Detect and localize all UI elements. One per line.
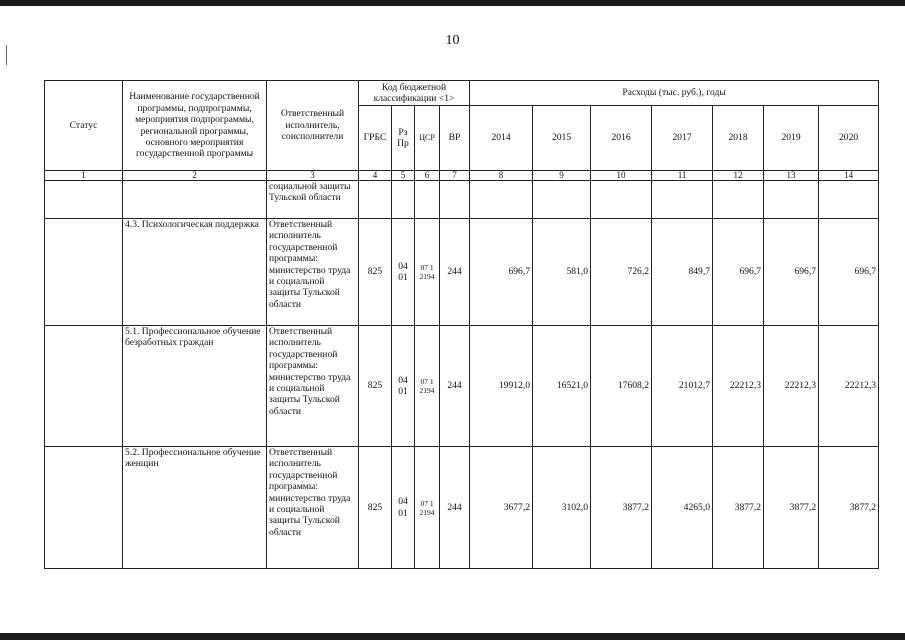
csr-cell: 07 1 2194 (415, 447, 440, 569)
rzpr-cell: 04 01 (392, 326, 415, 447)
value-2019: 22212,3 (764, 326, 819, 447)
header-year-2019: 2019 (764, 106, 819, 171)
column-number: 6 (415, 171, 440, 181)
scan-top-edge (0, 0, 905, 6)
header-name: Наименование государственной программы, подпрограммы, мероприятия подпрограммы, региональной программы, основного мероприятия государственной программы (123, 81, 267, 171)
grbs-cell: 825 (359, 326, 392, 447)
value-2019: 3877,2 (764, 447, 819, 569)
scan-bottom-edge (0, 633, 905, 640)
table-row-continuation (45, 181, 879, 219)
measure-name-cell: 4.3. Психологическая поддержка (123, 219, 267, 326)
header-year-2016: 2016 (591, 106, 652, 171)
column-number: 2 (123, 171, 267, 181)
executor-cell: Ответственный исполнитель государственной программы: министерство труда и социальной защиты Тульской области (267, 219, 359, 326)
value-2018: 696,7 (713, 219, 764, 326)
column-number: 4 (359, 171, 392, 181)
value-2016: 3877,2 (591, 447, 652, 569)
column-number: 14 (819, 171, 879, 181)
grbs-cell: 825 (359, 219, 392, 326)
header-year-2015: 2015 (533, 106, 591, 171)
header-budget-code: Код бюджетной классификации <1> (359, 81, 470, 106)
csr-cell: 07 1 2194 (415, 219, 440, 326)
value-2014: 19912,0 (470, 326, 533, 447)
header-status: Статус (45, 81, 123, 171)
table-row (45, 447, 879, 569)
measure-name-cell: 5.1. Профессиональное обучение безработных граждан (123, 326, 267, 447)
rzpr-cell: 04 01 (392, 219, 415, 326)
vr-cell: 244 (440, 219, 470, 326)
rzpr-cell: 04 01 (392, 447, 415, 569)
column-number: 13 (764, 171, 819, 181)
value-2017: 21012,7 (652, 326, 713, 447)
status-cell (45, 219, 123, 326)
vr-cell: 244 (440, 447, 470, 569)
value-2019: 696,7 (764, 219, 819, 326)
csr-cell: 07 1 2194 (415, 326, 440, 447)
column-number: 5 (392, 171, 415, 181)
header-grbs: ГРБС (359, 106, 392, 171)
executor-cell: социальной защиты Тульской области (267, 181, 359, 219)
table-row (45, 326, 879, 447)
value-2018: 22212,3 (713, 326, 764, 447)
header-year-2018: 2018 (713, 106, 764, 171)
value-2014: 3677,2 (470, 447, 533, 569)
value-2014: 696,7 (470, 219, 533, 326)
header-expenses: Расходы (тыс. руб.), годы (470, 81, 879, 106)
header-csr: ЦСР (415, 106, 440, 171)
value-2020: 22212,3 (819, 326, 879, 447)
executor-cell: Ответственный исполнитель государственной программы: министерство труда и социальной защиты Тульской области (267, 326, 359, 447)
column-number: 12 (713, 171, 764, 181)
status-cell (45, 447, 123, 569)
column-number: 9 (533, 171, 591, 181)
column-number: 1 (45, 171, 123, 181)
header-year-2014: 2014 (470, 106, 533, 171)
value-2017: 4265,0 (652, 447, 713, 569)
value-2016: 17608,2 (591, 326, 652, 447)
column-number: 3 (267, 171, 359, 181)
header-executor: Ответственный исполнитель, соисполнители (267, 81, 359, 171)
value-2018: 3877,2 (713, 447, 764, 569)
column-number-row (45, 171, 879, 181)
status-cell (45, 326, 123, 447)
budget-table (44, 80, 879, 569)
column-number: 10 (591, 171, 652, 181)
column-number: 8 (470, 171, 533, 181)
page-number: 10 (445, 33, 460, 48)
value-2020: 696,7 (819, 219, 879, 326)
header-rzpr: Рз Пр (392, 106, 415, 171)
header-row (45, 81, 879, 106)
table-row (45, 219, 879, 326)
header-year-2017: 2017 (652, 106, 713, 171)
grbs-cell: 825 (359, 447, 392, 569)
value-2015: 581,0 (533, 219, 591, 326)
column-number: 11 (652, 171, 713, 181)
header-vr: ВР (440, 106, 470, 171)
value-2020: 3877,2 (819, 447, 879, 569)
value-2015: 3102,0 (533, 447, 591, 569)
value-2017: 849,7 (652, 219, 713, 326)
measure-name-cell: 5.2. Профессиональное обучение женщин (123, 447, 267, 569)
header-year-2020: 2020 (819, 106, 879, 171)
vr-cell: 244 (440, 326, 470, 447)
value-2015: 16521,0 (533, 326, 591, 447)
column-number: 7 (440, 171, 470, 181)
executor-cell: Ответственный исполнитель государственной программы: министерство труда и социальной защиты Тульской области (267, 447, 359, 569)
value-2016: 726,2 (591, 219, 652, 326)
